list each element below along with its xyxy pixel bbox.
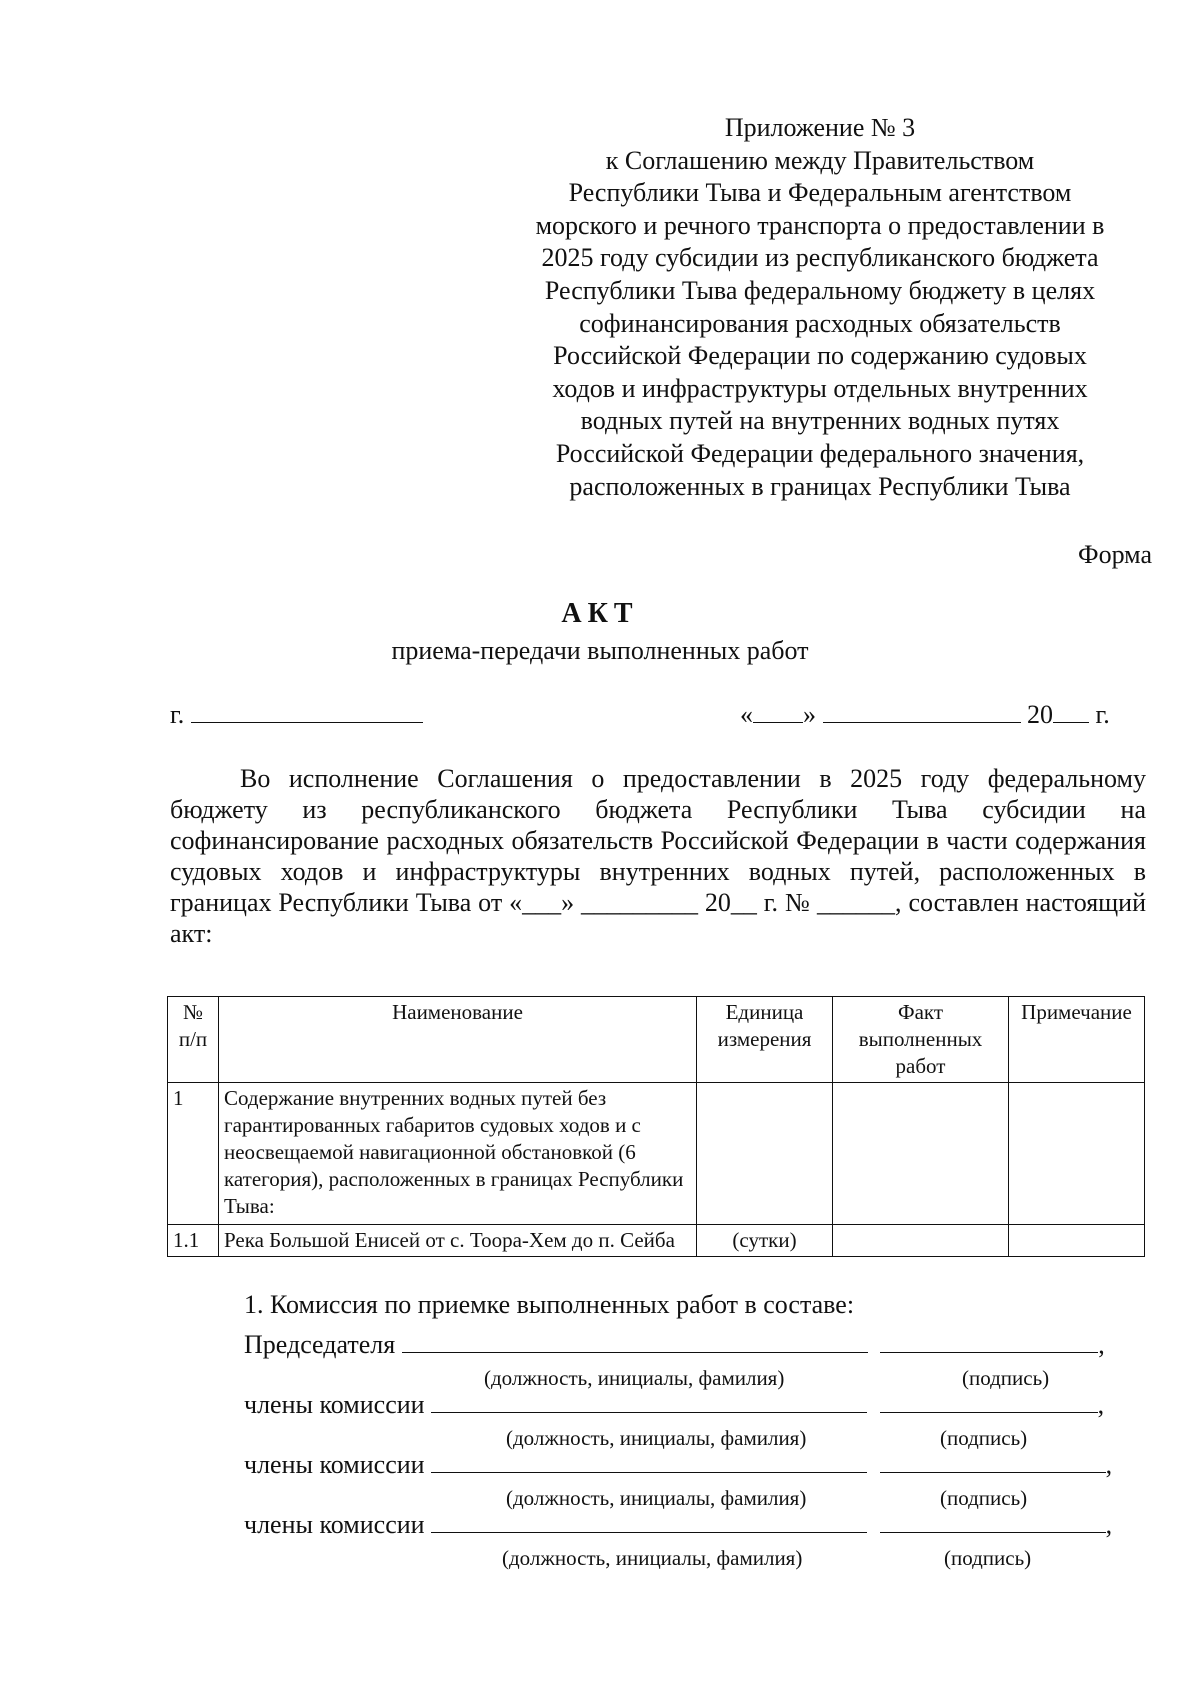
appendix-line: Республики Тыва федеральному бюджету в целях xyxy=(544,275,1096,305)
cell-name: Река Большой Енисей от с. Тоора-Хем до п. Сейба xyxy=(219,1225,697,1257)
member-row: члены комиссии , xyxy=(244,1450,1113,1479)
member-name-blank[interactable] xyxy=(431,1390,867,1413)
appendix-line: 2025 году субсидии из республиканского бюджета xyxy=(541,243,1099,273)
header-fact: Факт выполненных работ xyxy=(833,997,1009,1083)
cell-name: Содержание внутренних водных путей без гарантированных габаритов судовых ходов и с неосвещаемой навигационной обстановкой (6 категория), расположенных в границах Республики Тыва: xyxy=(219,1083,697,1225)
appendix-line: Российской Федерации федерального значения, xyxy=(555,438,1085,468)
city-prefix: г. xyxy=(170,700,185,729)
chair-name-caption: (должность, инициалы, фамилия) xyxy=(484,1366,785,1390)
appendix-line: Республики Тыва и Федеральным агентством xyxy=(568,178,1072,208)
appendix-line: морского и речного транспорта о предоставлении в xyxy=(535,210,1105,240)
city-blank[interactable] xyxy=(191,700,423,723)
table-row xyxy=(168,1225,1145,1257)
cell-unit xyxy=(697,1083,833,1225)
act-subtitle: приема-передачи выполненных работ xyxy=(391,636,809,665)
member-name-caption: (должность, инициалы, фамилия) xyxy=(502,1546,803,1570)
chair-row: Председателя , xyxy=(244,1330,1105,1359)
commission-heading: 1. Комиссия по приемке выполненных работ в составе: xyxy=(244,1290,855,1319)
appendix-line: к Соглашению между Правительством xyxy=(605,145,1035,175)
member-name-blank[interactable] xyxy=(431,1450,867,1473)
intro-text: Во исполнение Соглашения о предоставлении в 2025 году федеральному бюджету из республиканского бюджета Республики Тыва субсидии на софинансирование расходных обязательств Российской Федерации в части содержания судовых ходов и инфраструктуры внутренних водных путей, расположенных в границах Республики Тыва от «___» _________ 20__ г. № ______, составлен настоящий акт: xyxy=(170,764,1146,948)
appendix-header xyxy=(480,112,1160,503)
chair-name-blank[interactable] xyxy=(402,1330,868,1353)
day-blank[interactable] xyxy=(753,700,803,723)
member-row: члены комиссии , xyxy=(244,1510,1113,1539)
cell-note xyxy=(1009,1225,1145,1257)
member-sign-caption: (подпись) xyxy=(940,1426,1028,1450)
appendix-line: Российской Федерации по содержанию судовых xyxy=(553,341,1087,371)
intro-paragraph xyxy=(170,763,1146,949)
works-table xyxy=(167,996,1145,1257)
table-row xyxy=(168,1083,1145,1225)
member-name-caption: (должность, инициалы, фамилия) xyxy=(506,1426,807,1450)
date-line xyxy=(740,700,1110,730)
header-note: Примечание xyxy=(1009,997,1145,1083)
date-close-quote: » xyxy=(803,700,816,729)
appendix-line: водных путей на внутренних водных путях xyxy=(580,406,1060,436)
chair-sign-blank[interactable] xyxy=(880,1330,1098,1353)
chair-sign-caption: (подпись) xyxy=(962,1366,1050,1390)
appendix-line: софинансирования расходных обязательств xyxy=(579,308,1061,338)
cell-note xyxy=(1009,1083,1145,1225)
member-row: члены комиссии , xyxy=(244,1390,1105,1419)
cell-number: 1 xyxy=(168,1083,219,1225)
date-open-quote: « xyxy=(740,700,753,729)
appendix-line: ходов и инфраструктуры отдельных внутренних xyxy=(552,373,1088,403)
month-blank[interactable] xyxy=(823,700,1021,723)
year-blank[interactable] xyxy=(1053,700,1089,723)
member-name-caption: (должность, инициалы, фамилия) xyxy=(506,1486,807,1510)
header-number: № п/п xyxy=(168,997,219,1083)
member-label: члены комиссии xyxy=(244,1450,425,1479)
header-name: Наименование xyxy=(219,997,697,1083)
year-suffix: г. xyxy=(1095,700,1110,729)
appendix-line: Приложение № 3 xyxy=(724,113,916,142)
member-label: члены комиссии xyxy=(244,1510,425,1539)
header-unit: Единица измерения xyxy=(697,997,833,1083)
table-header-row xyxy=(168,997,1145,1083)
chair-label: Председателя xyxy=(244,1330,396,1359)
member-sign-blank[interactable] xyxy=(880,1390,1098,1413)
member-name-blank[interactable] xyxy=(431,1510,867,1533)
member-sign-blank[interactable] xyxy=(880,1510,1106,1533)
member-sign-caption: (подпись) xyxy=(944,1546,1032,1570)
act-title: АКТ xyxy=(561,598,639,629)
cell-fact xyxy=(833,1083,1009,1225)
member-label: члены комиссии xyxy=(244,1390,425,1419)
cell-fact xyxy=(833,1225,1009,1257)
year-prefix: 20 xyxy=(1027,700,1053,729)
cell-number: 1.1 xyxy=(168,1225,219,1257)
member-sign-blank[interactable] xyxy=(880,1450,1106,1473)
appendix-line: расположенных в границах Республики Тыва xyxy=(569,471,1071,501)
cell-unit: (сутки) xyxy=(697,1225,833,1257)
member-sign-caption: (подпись) xyxy=(940,1486,1028,1510)
city-line xyxy=(170,700,423,730)
form-label: Форма xyxy=(1078,540,1152,569)
